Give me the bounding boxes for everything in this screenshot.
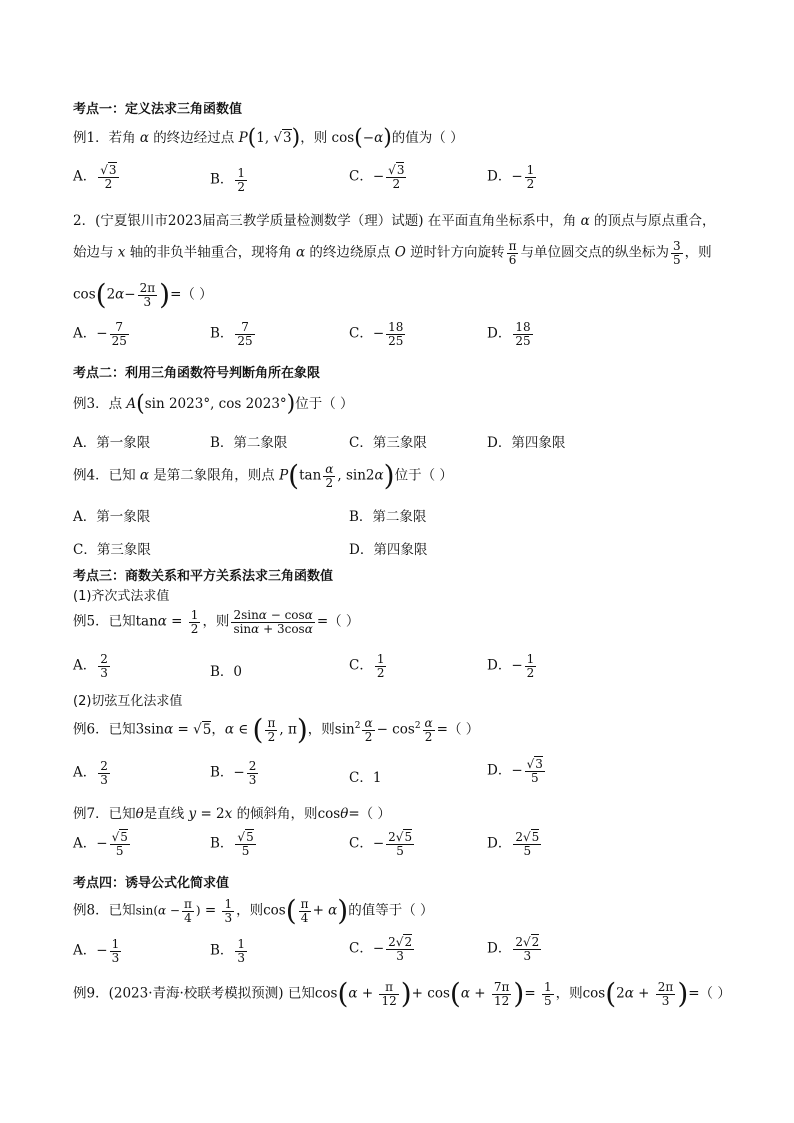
example-2-line-1: 2．(宁夏银川市2023届高三教学质量检测数学（理）试题) 在平面直角坐标系中，角 α 的顶点与原点重合， bbox=[73, 213, 716, 229]
example-1-option-d[interactable]: D．− $\frac{1}{2}$ bbox=[487, 163, 535, 191]
example-6-option-b[interactable]: B．− $\frac{2}{3}$ bbox=[210, 759, 257, 787]
section-heading-3: 考点三：商数关系和平方关系法求三角函数值 bbox=[73, 569, 334, 584]
example-3-option-c[interactable]: C．第三象限 bbox=[349, 435, 427, 451]
example-2-option-b[interactable]: B． $\frac{7}{25}$ bbox=[210, 320, 253, 348]
subsection-heading-3a: (1)齐次式法求值 bbox=[73, 589, 170, 604]
example-3-option-d[interactable]: D．第四象限 bbox=[487, 435, 566, 451]
example-1-option-a[interactable]: A． $\frac{√3}{2}$ bbox=[73, 163, 117, 191]
example-6-option-d[interactable]: D．− $\frac{√3}{5}$ bbox=[487, 757, 543, 785]
example-8-option-b[interactable]: B． $\frac{1}{3}$ bbox=[210, 937, 246, 965]
example-3-question: 例3．点 A(sin 2023°, cos 2023°)位于（ ） bbox=[73, 391, 354, 417]
example-2-option-a[interactable]: A．− $\frac{7}{25}$ bbox=[73, 320, 127, 348]
example-1-option-b[interactable]: B． $\frac{1}{2}$ bbox=[210, 166, 246, 194]
section-heading-2: 考点二：利用三角函数符号判断角所在象限 bbox=[73, 366, 321, 381]
example-7-option-d[interactable]: D． $\frac{2√5}{5}$ bbox=[487, 830, 540, 858]
example-5-option-c[interactable]: C． $\frac{1}{2}$ bbox=[349, 652, 385, 680]
example-5-question: 例5．已知tanα = $\frac{1}{2}$ ，则 $\frac{2\sin\alpha - \cos\alpha}{\sin\alpha + 3\cos\alpha}$ =（ ） bbox=[73, 608, 360, 636]
example-5-option-d[interactable]: D．− $\frac{1}{2}$ bbox=[487, 652, 535, 680]
section-heading-1: 考点一：定义法求三角函数值 bbox=[73, 102, 243, 117]
example-5-option-b[interactable]: B．0 bbox=[210, 664, 243, 680]
example-1-option-c[interactable]: C．− $\frac{√3}{2}$ bbox=[349, 163, 405, 191]
example-7-option-b[interactable]: B． $\frac{√5}{5}$ bbox=[210, 830, 254, 858]
section-heading-4: 考点四：诱导公式化简求值 bbox=[73, 876, 230, 891]
example-2-line-2: 始边与 x 轴的非负半轴重合，现将角 α 的终边绕原点 O 逆时针方向旋转 $\frac{\pi}{6}$ 与单位圆交点的纵坐标为 $\frac{3}{5}$ ，则 bbox=[73, 239, 712, 267]
example-8-option-d[interactable]: D． $\frac{2√2}{3}$ bbox=[487, 935, 540, 963]
subsection-heading-3b: (2)切弦互化法求值 bbox=[73, 694, 183, 709]
example-8-question: 例8．已知sin(α − $\frac{\pi}{4}$ ) = $\frac{1}{3}$ ，则cos( $\frac{\pi}{4}$ + α)的值等于（ ） bbox=[73, 894, 434, 927]
example-2-line-3: cos(2α− $\frac{2\pi}{3}$ )=（ ） bbox=[73, 278, 213, 311]
example-5-option-a[interactable]: A． $\frac{2}{3}$ bbox=[73, 652, 108, 680]
example-6-option-a[interactable]: A． $\frac{2}{3}$ bbox=[73, 759, 108, 787]
example-1-question: 例1．若角 α 的终边经过点 P(1, √3)，则 cos(−α)的值为（ ） bbox=[73, 125, 464, 151]
example-4-option-b[interactable]: B．第二象限 bbox=[349, 509, 427, 525]
example-7-option-a[interactable]: A．− $\frac{√5}{5}$ bbox=[73, 830, 128, 858]
example-9-question: 例9．(2023·青海·校联考模拟预测) 已知cos(α + $\frac{\pi}{12}$ )+ cos(α + $\frac{7\pi}{12}$ )= $\frac{1}{5}$ ，则cos(2α + $\frac{2\pi}{3}$ )=（ ） bbox=[73, 977, 731, 1010]
example-2-option-d[interactable]: D． $\frac{18}{25}$ bbox=[487, 320, 531, 348]
example-3-option-a[interactable]: A．第一象限 bbox=[73, 435, 151, 451]
example-6-question: 例6．已知3sinα = √5，α ∈ ( $\frac{\pi}{2}$ , π)，则$\sin^2$ $\frac{\alpha}{2}$ − $\cos^2$ $\frac{\alpha}{2}$ =（ ） bbox=[73, 713, 480, 746]
example-4-option-d[interactable]: D．第四象限 bbox=[349, 542, 428, 558]
example-7-question: 例7．已知θ是直线 y = 2x 的倾斜角，则cosθ=（ ） bbox=[73, 806, 391, 822]
example-4-question: 例4．已知 α 是第二象限角，则点 P(tan $\frac{\alpha}{2}$ , sin2α)位于（ ） bbox=[73, 459, 453, 492]
example-4-option-a[interactable]: A．第一象限 bbox=[73, 509, 151, 525]
example-7-option-c[interactable]: C．− $\frac{2√5}{5}$ bbox=[349, 830, 413, 858]
example-8-option-a[interactable]: A．− $\frac{1}{3}$ bbox=[73, 937, 120, 965]
example-4-option-c[interactable]: C．第三象限 bbox=[73, 542, 151, 558]
example-6-option-c[interactable]: C．1 bbox=[349, 770, 382, 786]
example-8-option-c[interactable]: C．− $\frac{2√2}{3}$ bbox=[349, 935, 413, 963]
example-2-option-c[interactable]: C．− $\frac{18}{25}$ bbox=[349, 320, 404, 348]
example-3-option-b[interactable]: B．第二象限 bbox=[210, 435, 288, 451]
